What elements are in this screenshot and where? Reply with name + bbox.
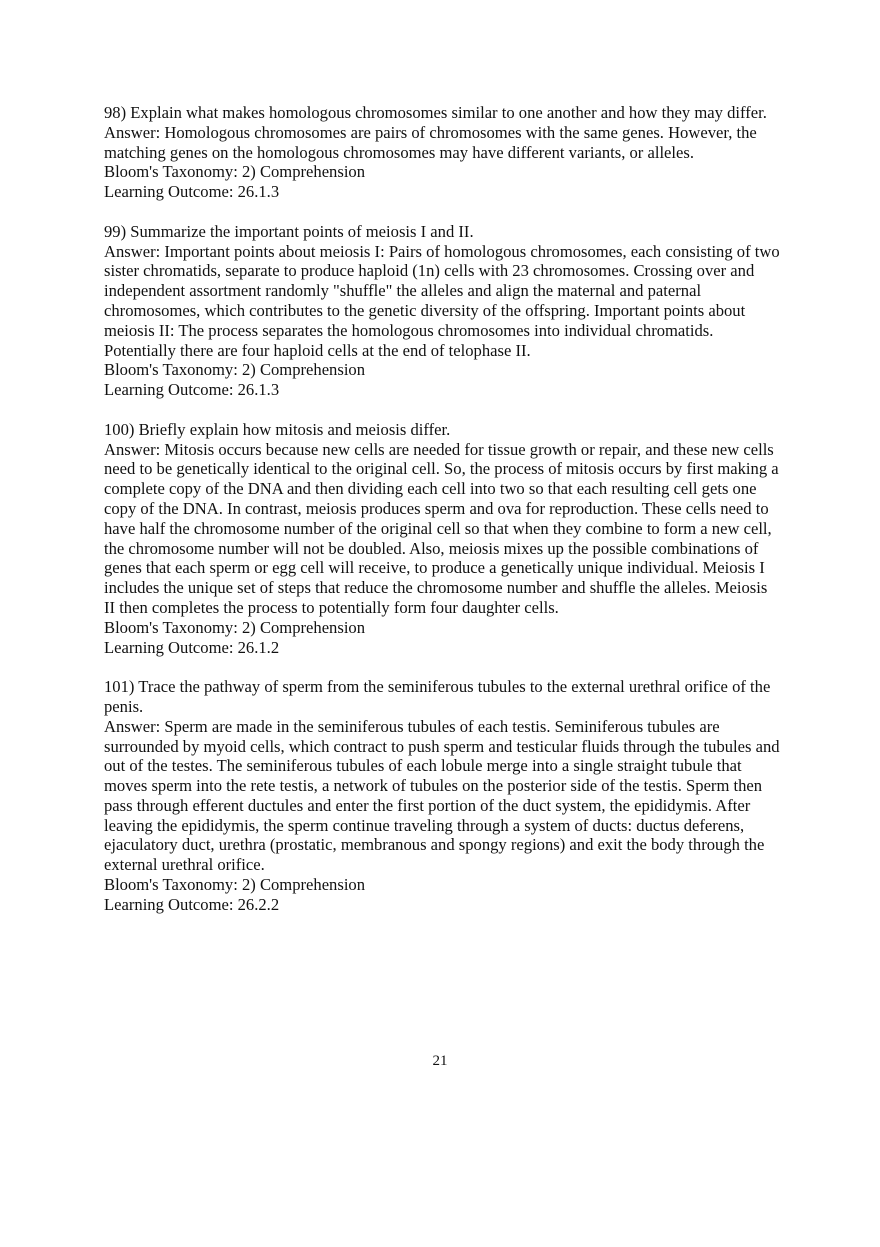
question-block-99 [104, 222, 780, 400]
answer-text: Answer: Sperm are made in the seminiferous tubules of each testis. Seminiferous tubules are surrounded by myoid cells, which contract to push sperm and testicular fluids through the tubules and out of the testes. The seminiferous tubules of each lobule merge into a single straight tubule that moves sperm into the rete testis, a network of tubules on the posterior side of the testis. Sperm then pass through efferent ductules and enter the first portion of the duct system, the epididymis. After leaving the epididymis, the sperm continue traveling through a system of ducts: ductus deferens, ejaculatory duct, urethra (prostatic, membranous and spongy regions) and exit the body through the external urethral orifice. [104, 716, 780, 875]
answer-text: Answer: Homologous chromosomes are pairs of chromosomes with the same genes. However, the matching genes on the homologous chromosomes may have different variants, or alleles. [104, 122, 757, 162]
question-text: 99) Summarize the important points of meiosis I and II. [104, 221, 474, 241]
answer-text: Answer: Important points about meiosis I: Pairs of homologous chromosomes, each consisting of two sister chromatids, separate to produce haploid (1n) cells with 23 chromosomes. Crossing over and independent assortment randomly "shuffle" the alleles and align the maternal and paternal chromosomes, which contributes to the genetic diversity of the offspring. Important points about meiosis II: The process separates the homologous chromosomes into individual chromatids. Potentially there are four haploid cells at the end of telophase II. [104, 241, 780, 360]
question-text: 98) Explain what makes homologous chromosomes similar to one another and how they may differ. [104, 103, 767, 122]
question-block-101 [104, 677, 780, 915]
question-block-100 [104, 420, 780, 658]
learning-outcome: Learning Outcome: 26.1.2 [104, 637, 280, 657]
question-block-98 [104, 103, 780, 202]
learning-outcome: Learning Outcome: 26.1.3 [104, 182, 280, 202]
bloom-taxonomy: Bloom's Taxonomy: 2) Comprehension [104, 875, 366, 895]
question-text: 100) Briefly explain how mitosis and meiosis differ. [104, 419, 451, 439]
answer-text: Answer: Mitosis occurs because new cells are needed for tissue growth or repair, and these new cells need to be genetically identical to the original cell. So, the process of mitosis occurs by first making a complete copy of the DNA and then dividing each cell into two so that each resulting cell gets one copy of the DNA. In contrast, meiosis produces sperm and ova for reproduction. These cells need to have half the chromosome number of the original cell so that when they combine to form a new cell, the chromosome number will not be doubled. Also, meiosis mixes up the possible combinations of genes that each sperm or egg cell will receive, to produce a genetically unique individual. Meiosis I includes the unique set of steps that reduce the chromosome number and shuffle the alleles. Meiosis II then completes the process to potentially form four daughter cells. [104, 439, 779, 617]
bloom-taxonomy: Bloom's Taxonomy: 2) Comprehension [104, 162, 366, 182]
question-list [104, 103, 780, 934]
bloom-taxonomy: Bloom's Taxonomy: 2) Comprehension [104, 617, 366, 637]
question-text: 101) Trace the pathway of sperm from the seminiferous tubules to the external urethral orifice of the penis. [104, 677, 771, 716]
learning-outcome: Learning Outcome: 26.2.2 [104, 894, 280, 914]
page-number: 21 [432, 1053, 448, 1069]
bloom-taxonomy: Bloom's Taxonomy: 2) Comprehension [104, 360, 366, 380]
learning-outcome: Learning Outcome: 26.1.3 [104, 380, 280, 400]
